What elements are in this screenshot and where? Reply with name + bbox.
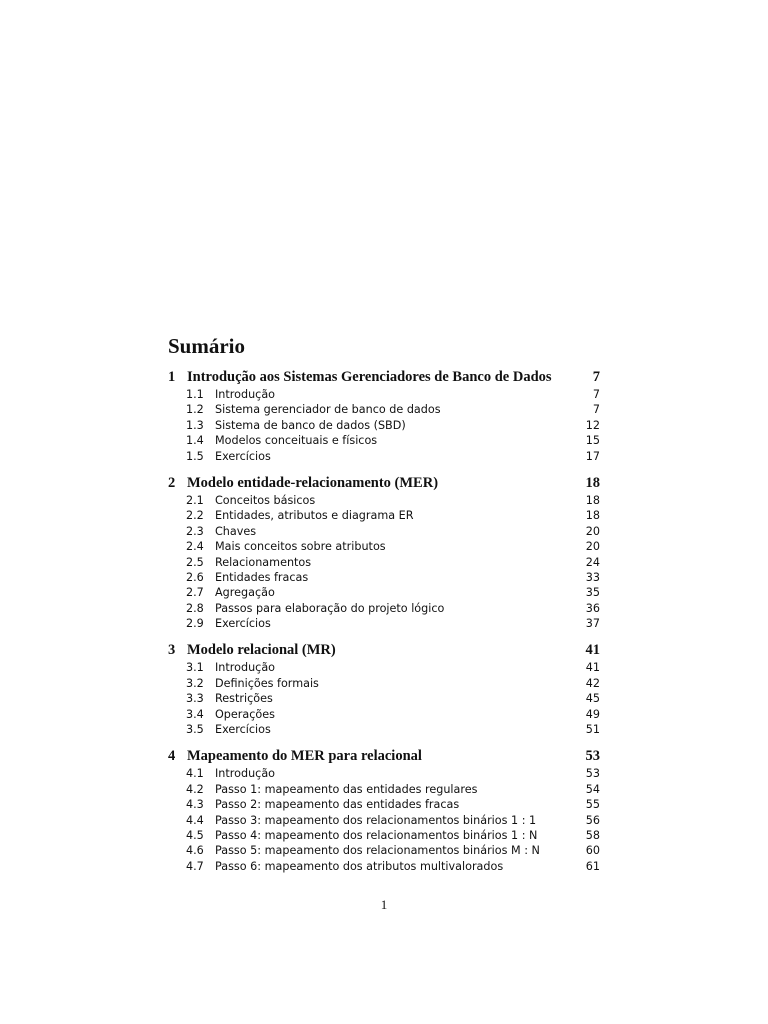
section-title: Passo 2: mapeamento das entidades fracas — [215, 798, 460, 812]
section-title: Mais conceitos sobre atributos — [215, 540, 386, 554]
section-title: Passo 6: mapeamento dos atributos multivalorados — [215, 859, 504, 873]
section-number: 4.6 — [186, 844, 204, 858]
chapter-number: 3 — [168, 642, 176, 659]
section-entry[interactable] — [168, 433, 600, 448]
chapter-title: Modelo entidade-relacionamento (MER) — [187, 474, 439, 491]
section-entry[interactable] — [168, 660, 600, 675]
section-entry[interactable] — [168, 418, 600, 433]
section-number: 2.7 — [186, 586, 204, 600]
toc-chapter — [168, 642, 600, 737]
section-title: Entidades fracas — [215, 570, 309, 584]
chapter-page: 53 — [585, 748, 600, 765]
section-page: 15 — [585, 434, 600, 448]
section-number: 4.4 — [186, 813, 204, 827]
section-page: 24 — [585, 555, 600, 569]
section-entry[interactable] — [168, 797, 600, 812]
section-number: 3.3 — [186, 692, 204, 706]
section-title: Introdução — [215, 661, 276, 675]
section-title: Introdução — [215, 767, 276, 781]
section-page: 7 — [592, 403, 600, 417]
toc-title: Sumário — [168, 334, 246, 358]
section-title: Entidades, atributos e diagrama ER — [215, 509, 414, 523]
section-number: 4.3 — [186, 798, 204, 812]
section-number: 4.1 — [186, 767, 204, 781]
chapter-entry[interactable] — [168, 475, 600, 493]
section-title: Relacionamentos — [215, 555, 312, 569]
section-number: 2.2 — [186, 509, 204, 523]
chapter-entry[interactable] — [168, 369, 600, 387]
chapter-title: Modelo relacional (MR) — [187, 642, 336, 659]
section-page: 42 — [585, 676, 600, 690]
chapter-entry[interactable] — [168, 748, 600, 766]
section-entry[interactable] — [168, 570, 600, 585]
section-entry[interactable] — [168, 766, 600, 781]
section-title: Passo 3: mapeamento dos relacionamentos binários 1 : 1 — [215, 813, 537, 827]
section-number: 1.2 — [186, 403, 204, 417]
chapter-title: Mapeamento do MER para relacional — [187, 748, 422, 765]
section-page: 54 — [585, 782, 600, 796]
section-title: Operações — [215, 707, 275, 721]
section-number: 2.6 — [186, 570, 204, 584]
chapter-page: 41 — [585, 642, 600, 659]
section-page: 55 — [585, 798, 600, 812]
section-title: Sistema gerenciador de banco de dados — [215, 403, 441, 417]
page-number: 1 — [380, 897, 388, 912]
toc-chapter — [168, 369, 600, 464]
section-number: 2.5 — [186, 555, 204, 569]
section-number: 1.3 — [186, 418, 204, 432]
chapter-page: 18 — [585, 474, 600, 491]
section-page: 56 — [585, 813, 600, 827]
section-page: 18 — [585, 509, 600, 523]
section-title: Agregação — [215, 586, 275, 600]
section-title: Sistema de banco de dados (SBD) — [215, 418, 406, 432]
section-page: 45 — [585, 692, 600, 706]
section-page: 61 — [585, 859, 600, 873]
chapter-title: Introdução aos Sistemas Gerenciadores de Banco de Dados — [187, 369, 552, 385]
section-page: 51 — [585, 723, 600, 737]
section-page: 58 — [585, 828, 600, 842]
section-entry[interactable] — [168, 828, 600, 843]
section-entry[interactable] — [168, 676, 600, 691]
chapter-page: 7 — [592, 369, 600, 385]
section-number: 3.5 — [186, 723, 204, 737]
section-page: 37 — [585, 617, 600, 631]
section-number: 4.2 — [186, 782, 204, 796]
section-number: 3.2 — [186, 676, 204, 690]
chapter-number: 1 — [168, 369, 176, 385]
section-entry[interactable] — [168, 843, 600, 858]
section-page: 53 — [585, 767, 600, 781]
toc-chapter — [168, 475, 600, 632]
section-number: 2.1 — [186, 493, 204, 507]
section-title: Restrições — [215, 692, 273, 706]
section-entry[interactable] — [168, 508, 600, 523]
section-page: 35 — [585, 586, 600, 600]
section-number: 2.8 — [186, 601, 204, 615]
toc-chapter — [168, 748, 600, 874]
section-number: 4.7 — [186, 859, 204, 873]
section-title: Introdução — [215, 388, 276, 401]
section-entry[interactable] — [168, 402, 600, 417]
section-number: 2.4 — [186, 540, 204, 554]
section-entry[interactable] — [168, 524, 600, 539]
section-entry[interactable] — [168, 555, 600, 570]
section-title: Modelos conceituais e físicos — [215, 434, 378, 448]
chapter-number: 4 — [168, 748, 176, 765]
section-entry[interactable] — [168, 616, 600, 631]
chapter-number: 2 — [168, 474, 176, 491]
section-entry[interactable] — [168, 813, 600, 828]
section-entry[interactable] — [168, 691, 600, 706]
section-title: Exercícios — [215, 723, 271, 737]
section-number: 3.1 — [186, 661, 204, 675]
section-title: Exercícios — [215, 449, 271, 463]
section-page: 49 — [585, 707, 600, 721]
section-entry[interactable] — [168, 782, 600, 797]
section-title: Passo 5: mapeamento dos relacionamentos binários M : N — [215, 844, 540, 858]
section-page: 41 — [585, 661, 600, 675]
section-number: 1.5 — [186, 449, 204, 463]
section-entry[interactable] — [168, 722, 600, 737]
section-title: Definições formais — [215, 676, 319, 690]
section-title: Chaves — [215, 524, 257, 538]
section-entry[interactable] — [168, 493, 600, 508]
section-page: 20 — [585, 524, 600, 538]
section-number: 1.1 — [186, 388, 204, 401]
section-number: 3.4 — [186, 707, 204, 721]
section-page: 36 — [585, 601, 600, 615]
section-entry[interactable] — [168, 601, 600, 616]
section-number: 2.9 — [186, 617, 204, 631]
section-number: 1.4 — [186, 434, 204, 448]
section-title: Conceitos básicos — [215, 493, 316, 507]
section-title: Passo 1: mapeamento das entidades regulares — [215, 782, 478, 796]
section-entry[interactable] — [168, 585, 600, 600]
section-page: 60 — [585, 844, 600, 858]
section-page: 18 — [585, 493, 600, 507]
section-title: Exercícios — [215, 617, 271, 631]
section-entry[interactable] — [168, 387, 600, 402]
section-page: 20 — [585, 540, 600, 554]
section-number: 2.3 — [186, 524, 204, 538]
section-page: 7 — [592, 388, 600, 401]
section-page: 12 — [585, 418, 600, 432]
table-of-contents — [168, 333, 600, 885]
chapter-list — [168, 369, 600, 874]
section-page: 33 — [585, 570, 600, 584]
section-title: Passos para elaboração do projeto lógico — [215, 601, 445, 615]
section-title: Passo 4: mapeamento dos relacionamentos binários 1 : N — [215, 828, 538, 842]
section-number: 4.5 — [186, 828, 204, 842]
section-entry[interactable] — [168, 859, 600, 874]
section-entry[interactable] — [168, 707, 600, 722]
section-entry[interactable] — [168, 449, 600, 464]
section-page: 17 — [585, 449, 600, 463]
chapter-entry[interactable] — [168, 642, 600, 660]
section-entry[interactable] — [168, 539, 600, 554]
